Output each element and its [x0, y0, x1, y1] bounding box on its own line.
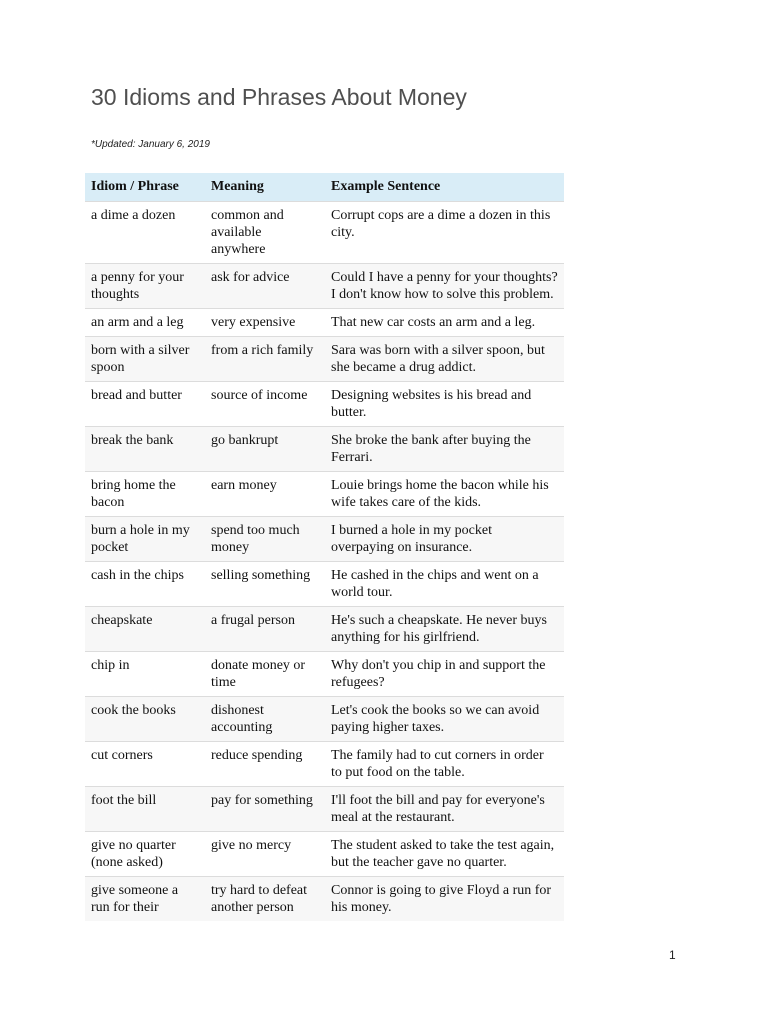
cell-meaning: dishonest accounting: [205, 697, 325, 742]
cell-idiom: cook the books: [85, 697, 205, 742]
cell-example: That new car costs an arm and a leg.: [325, 309, 564, 337]
cell-meaning: try hard to defeat another person: [205, 877, 325, 922]
table-row: [85, 832, 564, 877]
cell-example: Sara was born with a silver spoon, but she became a drug addict.: [325, 337, 564, 382]
cell-example: The family had to cut corners in order to put food on the table.: [325, 742, 564, 787]
cell-idiom: cut corners: [85, 742, 205, 787]
table-header-row: [85, 173, 564, 202]
cell-meaning: source of income: [205, 382, 325, 427]
header-meaning: Meaning: [205, 173, 325, 202]
cell-idiom: born with a silver spoon: [85, 337, 205, 382]
cell-meaning: reduce spending: [205, 742, 325, 787]
table-row: [85, 264, 564, 309]
cell-example: Could I have a penny for your thoughts? I don't know how to solve this problem.: [325, 264, 564, 309]
cell-idiom: cheapskate: [85, 607, 205, 652]
cell-idiom: give no quarter (none asked): [85, 832, 205, 877]
table-row: [85, 877, 564, 922]
cell-meaning: a frugal person: [205, 607, 325, 652]
cell-idiom: a penny for your thoughts: [85, 264, 205, 309]
cell-example: Louie brings home the bacon while his wife takes care of the kids.: [325, 472, 564, 517]
cell-meaning: selling something: [205, 562, 325, 607]
cell-example: I burned a hole in my pocket overpaying on insurance.: [325, 517, 564, 562]
table-row: [85, 309, 564, 337]
table-row: [85, 742, 564, 787]
table-row: [85, 202, 564, 264]
table-row: [85, 697, 564, 742]
cell-meaning: earn money: [205, 472, 325, 517]
cell-idiom: bring home the bacon: [85, 472, 205, 517]
cell-example: He cashed in the chips and went on a world tour.: [325, 562, 564, 607]
table-row: [85, 562, 564, 607]
cell-example: Corrupt cops are a dime a dozen in this city.: [325, 202, 564, 264]
cell-example: He's such a cheapskate. He never buys anything for his girlfriend.: [325, 607, 564, 652]
cell-idiom: break the bank: [85, 427, 205, 472]
cell-idiom: a dime a dozen: [85, 202, 205, 264]
cell-example: Connor is going to give Floyd a run for his money.: [325, 877, 564, 922]
table-row: [85, 607, 564, 652]
cell-example: I'll foot the bill and pay for everyone's meal at the restaurant.: [325, 787, 564, 832]
cell-meaning: common and available anywhere: [205, 202, 325, 264]
cell-meaning: from a rich family: [205, 337, 325, 382]
table-row: [85, 652, 564, 697]
cell-idiom: burn a hole in my pocket: [85, 517, 205, 562]
cell-meaning: pay for something: [205, 787, 325, 832]
cell-meaning: go bankrupt: [205, 427, 325, 472]
updated-date: *Updated: January 6, 2019: [91, 139, 210, 150]
idioms-table: [85, 173, 564, 921]
cell-meaning: donate money or time: [205, 652, 325, 697]
cell-idiom: give someone a run for their: [85, 877, 205, 922]
cell-example: Why don't you chip in and support the refugees?: [325, 652, 564, 697]
cell-idiom: chip in: [85, 652, 205, 697]
table-row: [85, 517, 564, 562]
cell-idiom: an arm and a leg: [85, 309, 205, 337]
cell-example: Designing websites is his bread and butter.: [325, 382, 564, 427]
cell-idiom: bread and butter: [85, 382, 205, 427]
page-number: 1: [669, 948, 676, 962]
table-row: [85, 427, 564, 472]
cell-idiom: foot the bill: [85, 787, 205, 832]
page-title: 30 Idioms and Phrases About Money: [91, 84, 467, 110]
cell-example: Let's cook the books so we can avoid paying higher taxes.: [325, 697, 564, 742]
cell-meaning: very expensive: [205, 309, 325, 337]
table-row: [85, 337, 564, 382]
header-example: Example Sentence: [325, 173, 564, 202]
table-row: [85, 787, 564, 832]
cell-idiom: cash in the chips: [85, 562, 205, 607]
header-idiom: Idiom / Phrase: [85, 173, 205, 202]
cell-example: The student asked to take the test again, but the teacher gave no quarter.: [325, 832, 564, 877]
cell-meaning: give no mercy: [205, 832, 325, 877]
table-row: [85, 472, 564, 517]
cell-example: She broke the bank after buying the Ferrari.: [325, 427, 564, 472]
table-row: [85, 382, 564, 427]
cell-meaning: ask for advice: [205, 264, 325, 309]
cell-meaning: spend too much money: [205, 517, 325, 562]
